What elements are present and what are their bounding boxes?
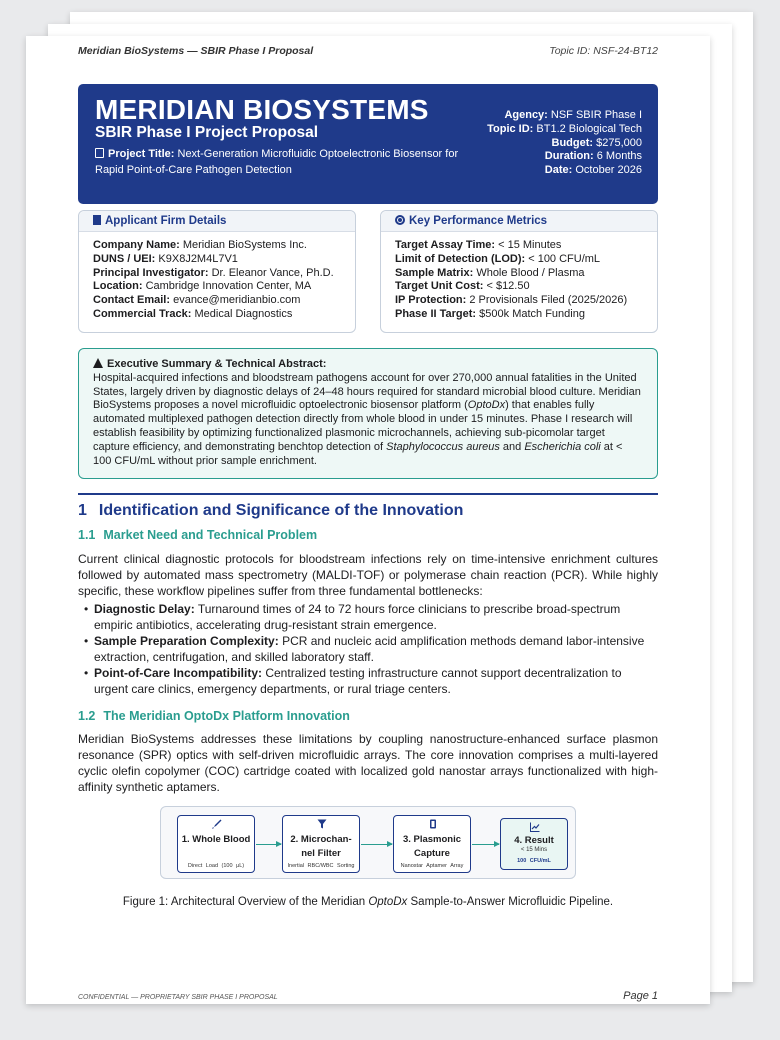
metric-row xyxy=(395,253,643,267)
list-item xyxy=(78,601,658,633)
field-value: < 100 CFU/mL xyxy=(528,252,601,265)
meta-value: 6 Months xyxy=(596,150,642,163)
applicant-firm-body xyxy=(79,232,355,322)
applicant-firm-card xyxy=(78,210,356,333)
metric-row xyxy=(395,267,643,281)
meta-value: BT1.2 Biological Tech xyxy=(536,122,642,135)
project-title-label: Project Title: xyxy=(108,148,175,160)
field-label: Location: xyxy=(93,280,143,293)
executive-summary-box xyxy=(78,348,658,479)
building-icon xyxy=(93,215,101,225)
step-detail: Nanostar Aptamer Array xyxy=(400,863,464,869)
paragraph: Current clinical diagnostic protocols for bloodstream infections rely on time-intensive enrichment cultures followed by automated mass spectrometry (MALDI-TOF) or polymerase chain reaction (PCR). While highly specific, these workflow pipelines suffer from three fundamental bottlenecks: xyxy=(78,552,658,598)
firm-row xyxy=(93,267,341,281)
caption-text: Figure 1: Architectural Overview of the Meridian xyxy=(122,896,369,908)
field-label: IP Protection: xyxy=(395,294,467,307)
summary-text: and xyxy=(499,440,525,453)
step-label: 1. Whole Blood xyxy=(181,834,251,845)
proposal-subtitle: SBIR Phase I Project Proposal xyxy=(95,124,319,141)
field-label: DUNS / UEI: xyxy=(93,252,156,265)
field-value: < $12.50 xyxy=(486,280,530,293)
step-label: 2. Microchan-nel Filter xyxy=(290,834,352,859)
flow-arrow xyxy=(361,844,392,845)
field-value: Cambridge Innovation Center, MA xyxy=(145,280,312,293)
firm-row xyxy=(93,308,341,322)
step-label: 3. Plasmonic Capture xyxy=(402,834,462,859)
applicant-firm-heading xyxy=(79,211,355,232)
field-value: Medical Diagnostics xyxy=(194,307,293,320)
subsection-number: 1.2 xyxy=(78,709,96,723)
pipeline-step xyxy=(393,815,471,873)
executive-summary-heading xyxy=(93,358,643,372)
result-time: < 15 Mins xyxy=(520,847,548,853)
section-heading xyxy=(78,502,463,520)
flow-arrow xyxy=(256,844,281,845)
chip-icon xyxy=(95,148,104,158)
meta-budget xyxy=(482,137,642,151)
paragraph: Meridian BioSystems addresses these limitations by coupling nanostructure-enhanced surface plasmon resonance (SPR) optics with self-driven microfluidic arrays. The core innovation comprises a multi-layered cyclic olefin copolymer (COC) cartridge coated with localized gold nanostar arrays functionalized with high-affinity synthetic aptamers. xyxy=(78,732,658,794)
meta-label: Budget: xyxy=(551,136,594,149)
meta-value: October 2026 xyxy=(575,164,642,177)
metric-row xyxy=(395,239,643,253)
list-item-text: Turnaround times of 24 to 72 hours force clinicians to prescribe broad-spectrum empiric antibiotics, accelerating drug-resistant strain emergence. xyxy=(94,602,621,632)
step-detail: Direct Load (100 μL) xyxy=(187,863,245,869)
card-heading-text: Applicant Firm Details xyxy=(105,215,227,227)
field-label: Sample Matrix: xyxy=(395,266,474,279)
metric-row xyxy=(395,308,643,322)
summary-emphasis: OptoDx xyxy=(467,399,506,412)
meta-label: Topic ID: xyxy=(487,122,534,135)
meta-label: Duration: xyxy=(544,150,594,163)
proposal-page xyxy=(26,36,710,1004)
executive-summary-text xyxy=(93,372,643,469)
pipeline-diagram xyxy=(160,806,576,879)
field-value: $500k Match Funding xyxy=(479,307,585,320)
chart-icon xyxy=(530,822,540,832)
caption-emphasis: OptoDx xyxy=(368,896,408,908)
pipeline-step xyxy=(177,815,255,873)
metric-row xyxy=(395,280,643,294)
meta-duration xyxy=(482,150,642,164)
field-label: Target Assay Time: xyxy=(395,239,496,251)
flask-icon xyxy=(93,358,103,368)
card-heading-text: Key Performance Metrics xyxy=(409,215,548,227)
field-value: Dr. Eleanor Vance, Ph.D. xyxy=(211,266,334,279)
key-metrics-card xyxy=(380,210,658,333)
section-number: 1 xyxy=(78,502,87,519)
field-label: Commercial Track: xyxy=(93,307,192,320)
field-label: Limit of Detection (LOD): xyxy=(395,252,526,265)
key-metrics-body xyxy=(381,232,657,322)
subsection-heading xyxy=(78,709,350,723)
bottleneck-list xyxy=(78,601,658,697)
project-title xyxy=(95,146,480,178)
field-label: Target Unit Cost: xyxy=(395,280,484,293)
firm-row xyxy=(93,253,341,267)
subsection-title: Market Need and Technical Problem xyxy=(103,528,318,542)
list-item-text: PCR and nucleic acid amplification methods demand labor-intensive extraction, centrifugation, and skilled laboratory staff. xyxy=(94,634,645,664)
field-value: 2 Provisionals Filed (2025/2026) xyxy=(469,294,628,307)
list-item-label: Point-of-Care Incompatibility: xyxy=(94,666,262,680)
filter-icon xyxy=(317,819,327,829)
pipeline-step xyxy=(282,815,360,873)
list-item-label: Diagnostic Delay: xyxy=(94,602,195,616)
result-label: 4. Result xyxy=(514,835,554,846)
meta-value: $275,000 xyxy=(596,136,642,149)
figure-caption xyxy=(78,896,658,908)
target-icon xyxy=(395,215,405,225)
running-header xyxy=(78,45,658,57)
subsection-number: 1.1 xyxy=(78,528,96,542)
subsection-title: The Meridian OptoDx Platform Innovation xyxy=(103,709,350,723)
field-label: Contact Email: xyxy=(93,294,171,307)
meta-value: NSF SBIR Phase I xyxy=(550,109,642,121)
confidential-notice: CONFIDENTIAL — PROPRIETARY SBIR PHASE I PROPOSAL xyxy=(78,994,278,1001)
summary-text: Hospital-acquired infections and bloodstream pathogens account for over 270,000 annual fatalities in the United States, largely driven by diagnostic delays of 24–48 hours required for standard microbial blood culture. Meridian BioSystems proposes a novel microfluidic optoelectronic biosensor platform ( xyxy=(93,371,641,412)
caption-text: Sample-to-Answer Microfluidic Pipeline. xyxy=(407,896,614,908)
meta-agency xyxy=(482,109,642,123)
field-label: Principal Investigator: xyxy=(93,266,209,279)
header-left: Meridian BioSystems — SBIR Phase I Proposal xyxy=(78,45,314,57)
field-value: < 15 Minutes xyxy=(498,239,562,251)
list-item xyxy=(78,665,658,697)
project-title-text: Next-Generation Microfluidic Optoelectronic Biosensor for Rapid Point-of-Care Pathogen Detection xyxy=(95,148,459,176)
proposal-meta xyxy=(482,109,642,178)
meta-date xyxy=(482,164,642,178)
list-item xyxy=(78,633,658,665)
metric-row xyxy=(395,294,643,308)
field-label: Company Name: xyxy=(93,239,180,251)
summary-emphasis: Escherichia coli xyxy=(524,440,601,453)
pipette-icon xyxy=(212,819,222,829)
header-right: Topic ID: NSF-24-BT12 xyxy=(549,45,658,57)
result-detail: 100 CFU/mL xyxy=(517,858,551,864)
firm-row xyxy=(93,294,341,308)
pipeline-result xyxy=(500,818,568,870)
subsection-heading xyxy=(78,528,317,542)
meta-label: Date: xyxy=(544,164,573,177)
meta-topic xyxy=(482,123,642,137)
chip-icon xyxy=(428,819,438,829)
section-divider xyxy=(78,493,658,495)
section-title: Identification and Significance of the Innovation xyxy=(98,502,464,519)
flow-arrow xyxy=(472,844,499,845)
field-value: Meridian BioSystems Inc. xyxy=(182,239,307,251)
firm-row xyxy=(93,280,341,294)
page-footer xyxy=(78,990,658,1002)
title-banner xyxy=(78,84,658,204)
page-number: Page 1 xyxy=(623,990,658,1002)
executive-summary-title: Executive Summary & Technical Abstract: xyxy=(107,358,327,370)
field-value: evance@meridianbio.com xyxy=(173,294,301,307)
list-item-label: Sample Preparation Complexity: xyxy=(94,634,279,648)
field-value: Whole Blood / Plasma xyxy=(476,266,585,279)
summary-text: ) that enables fully automated multiplexed pathogen detection directly from whole blood in under 15 minutes. Phase I research will establish feasibility by optimizing functionalized plasmonic microchannels, achieving sub-picomolar target capture efficiency, and demonstrating benchtop detection of xyxy=(93,399,633,453)
org-name: MERIDIAN BIOSYSTEMS xyxy=(95,94,429,125)
summary-emphasis: Staphylococcus aureus xyxy=(386,440,500,453)
step-detail: Inertial RBC/WBC Sorting xyxy=(287,863,355,869)
meta-label: Agency: xyxy=(504,109,548,121)
firm-row xyxy=(93,239,341,253)
field-value: K9X8J2M4L7V1 xyxy=(158,252,238,265)
field-label: Phase II Target: xyxy=(395,307,477,320)
summary-text: at < 100 CFU/mL without prior sample enrichment. xyxy=(93,440,623,467)
list-item-text: Centralized testing infrastructure cannot support decentralization to urgent care clinics, emergency departments, or rural triage centers. xyxy=(94,666,622,696)
key-metrics-heading xyxy=(381,211,657,232)
